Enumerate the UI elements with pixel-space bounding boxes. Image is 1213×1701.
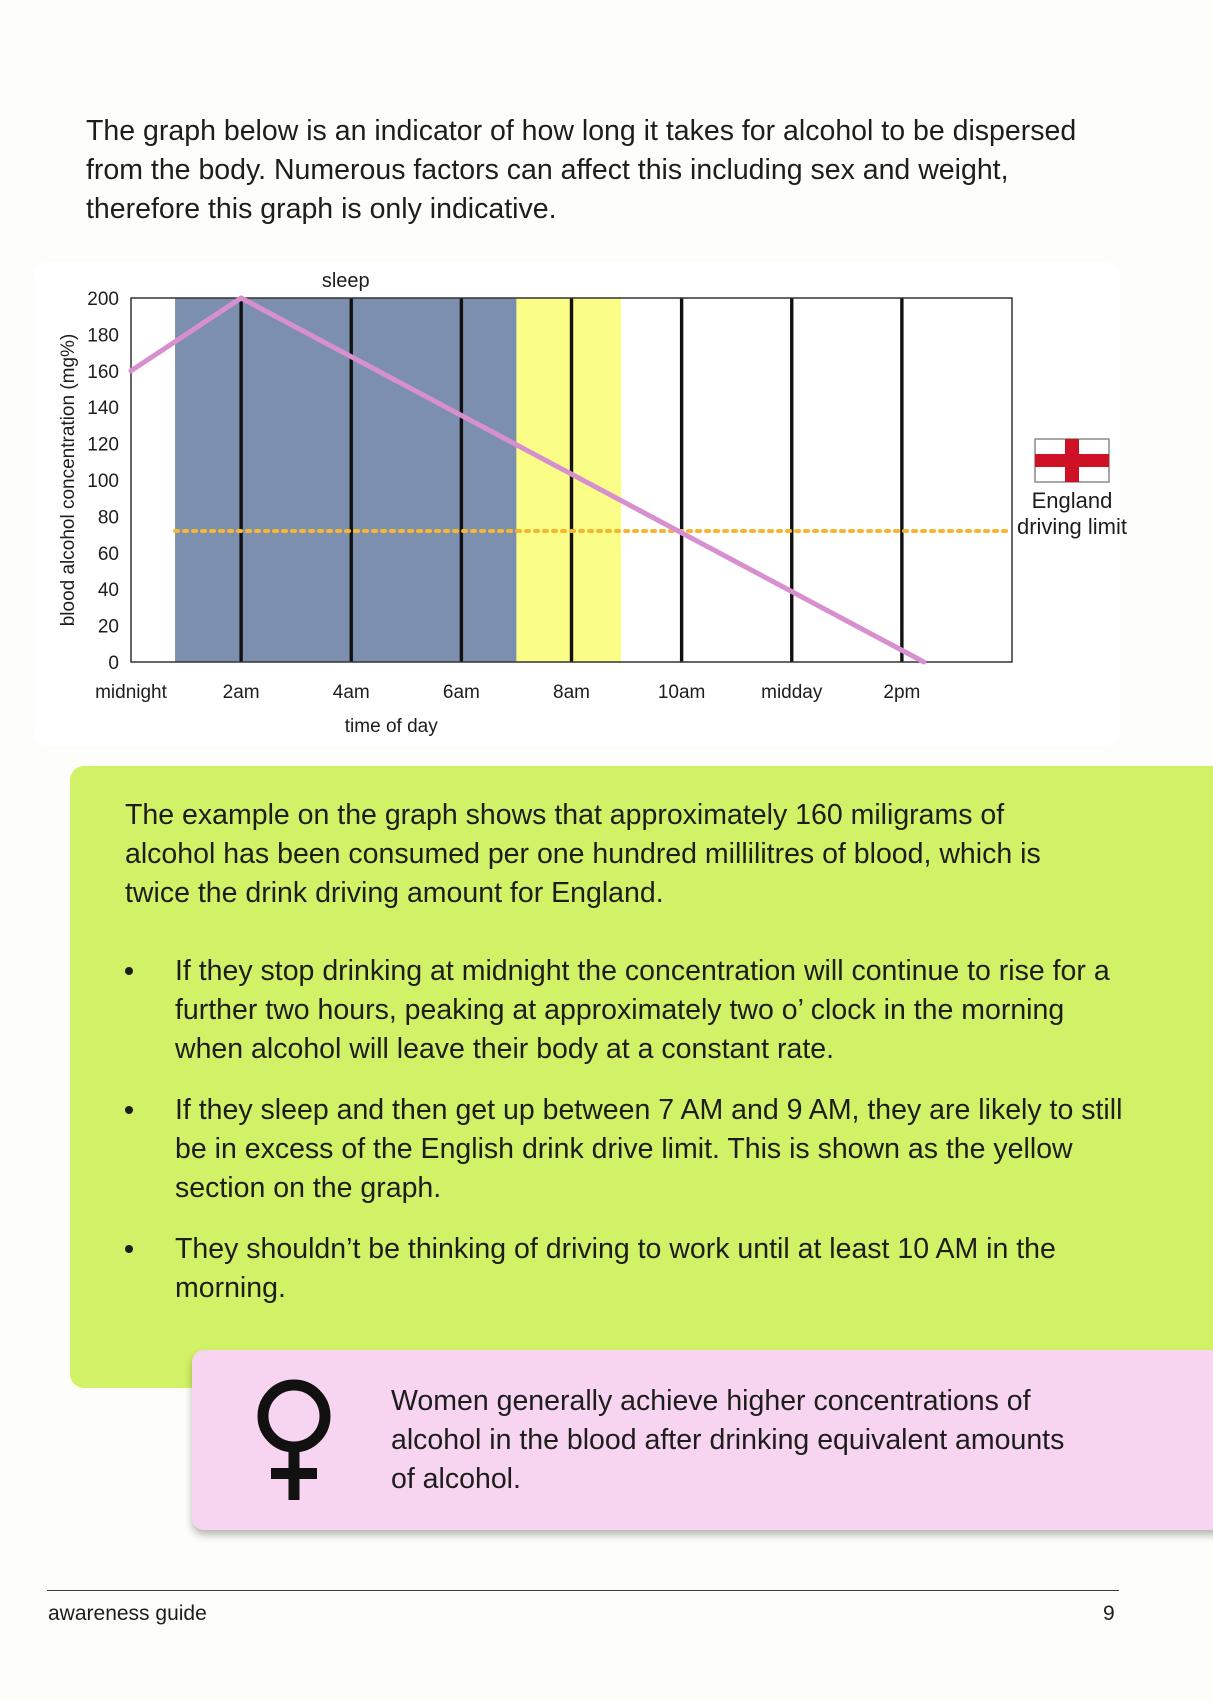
x-tick-label: 2pm xyxy=(883,682,921,703)
chart-card xyxy=(34,262,1120,746)
y-tick-label: 80 xyxy=(97,507,119,529)
band-1 xyxy=(516,298,621,662)
y-tick-label: 60 xyxy=(97,543,119,565)
x-tick-label: 8am xyxy=(553,682,590,703)
female-symbol-icon xyxy=(254,1378,334,1502)
women-note-panel xyxy=(192,1350,1213,1530)
bullet-item xyxy=(125,1091,1135,1208)
y-tick-label: 140 xyxy=(87,398,119,420)
explanation-lead: The example on the graph shows that approximately 160 miligrams of alcohol has been consumed per one hundred millilitres of blood, which is twice the drink driving amount for England. xyxy=(125,799,1041,909)
y-tick-label: 20 xyxy=(97,616,119,638)
concentration-point xyxy=(129,368,134,373)
y-tick-label: 180 xyxy=(87,325,119,347)
driving-limit-label: England driving limit xyxy=(1016,488,1128,539)
y-tick-label: 0 xyxy=(108,653,119,674)
bullet-item xyxy=(125,1230,1135,1308)
y-tick-label: 200 xyxy=(87,289,119,310)
y-tick-label: 160 xyxy=(87,361,119,383)
footer-title: awareness guide xyxy=(48,1602,207,1625)
bullet-text: If they sleep and then get up between 7 AM and 9 AM, they are likely to still be in excess of the English drink drive limit. This is shown as the yellow section on the graph. xyxy=(175,1094,1123,1204)
women-note-text: Women generally achieve higher concentrations of alcohol in the blood after drinking equivalent amounts of alcohol. xyxy=(391,1385,1065,1495)
page-number: 9 xyxy=(1103,1602,1115,1625)
x-tick-label: 10am xyxy=(657,682,706,703)
y-tick-label: 40 xyxy=(97,580,119,602)
bullet-item xyxy=(125,952,1135,1069)
bullet-text: They shouldn’t be thinking of driving to work until at least 10 AM in the morning. xyxy=(175,1233,1056,1304)
y-tick-label: 100 xyxy=(87,471,119,492)
x-axis-label: time of day xyxy=(344,716,438,737)
explanation-panel xyxy=(70,766,1213,1388)
alcohol-chart xyxy=(34,262,1120,746)
bullet-dot-icon xyxy=(125,967,133,975)
band-label: sleep xyxy=(321,270,370,292)
concentration-point xyxy=(239,296,244,301)
y-axis-label: blood alcohol concentration (mg%) xyxy=(58,333,79,627)
bullet-dot-icon xyxy=(125,1245,133,1253)
x-tick-label: 6am xyxy=(442,682,480,703)
footer-divider xyxy=(47,1590,1119,1591)
bullet-text: If they stop drinking at midnight the concentration will continue to rise for a further two hours, peaking at approximately two o’ clock in the morning when alcohol will leave their body at a constant rate. xyxy=(175,955,1110,1065)
intro-paragraph: The graph below is an indicator of how long it takes for alcohol to be dispersed from the body. Numerous factors can affect this including sex and weight, therefore this graph is only indicative. xyxy=(86,115,1077,225)
x-tick-label: midnight xyxy=(95,682,167,703)
bullet-dot-icon xyxy=(125,1106,133,1114)
concentration-point xyxy=(921,660,926,665)
x-tick-label: 4am xyxy=(332,682,370,703)
x-tick-label: midday xyxy=(761,682,823,703)
england-flag-icon xyxy=(1034,438,1110,483)
explanation-bullets xyxy=(125,952,1135,1330)
y-tick-label: 120 xyxy=(87,434,119,456)
x-tick-label: 2am xyxy=(222,682,260,703)
